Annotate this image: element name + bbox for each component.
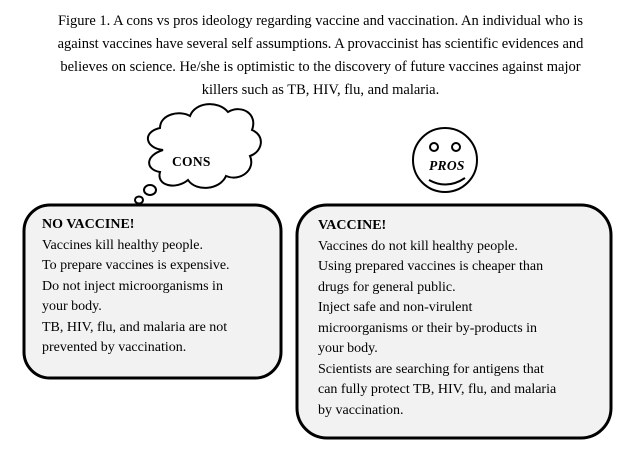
pros-line: Using prepared vaccines is cheaper than [318, 259, 544, 274]
cons-label: CONS [172, 154, 211, 169]
cons-line: Do not inject microorganisms in [42, 278, 223, 294]
pros-text [318, 216, 556, 421]
thought-bubbles [135, 185, 156, 204]
pros-label: PROS [429, 158, 465, 173]
thought-cloud [148, 104, 261, 188]
caption-line: against vaccines have several self assumptions. A provaccinist has scientific evidences and [57, 36, 584, 52]
cons-text [42, 215, 230, 359]
caption-line: believes on science. He/she is optimistic to the discovery of future vaccines against major [60, 59, 581, 75]
pros-line: can fully protect TB, HIV, flu, and malaria [318, 382, 557, 397]
pros-line: drugs for general public. [318, 279, 456, 295]
cons-line: To prepare vaccines is expensive. [42, 258, 230, 273]
cons-line: Vaccines kill healthy people. [42, 237, 203, 253]
pros-line: microorganisms or their by-products in [318, 320, 538, 336]
pros-heading: VACCINE! [318, 218, 387, 233]
cons-line: TB, HIV, flu, and malaria are not [42, 319, 228, 335]
caption-line: Figure 1. A cons vs pros ideology regarding vaccine and vaccination. An individual who is [57, 13, 584, 29]
pros-line: by vaccination. [318, 402, 404, 418]
pros-line: your body. [318, 341, 378, 356]
cons-line: your body. [42, 299, 102, 314]
caption-line: killers such as TB, HIV, flu, and malaria. [201, 82, 440, 98]
pros-line: Scientists are searching for antigens that [318, 361, 544, 377]
pros-line: Vaccines do not kill healthy people. [318, 238, 518, 254]
pros-line: Inject safe and non-virulent [318, 300, 473, 315]
cons-heading: NO VACCINE! [42, 217, 135, 232]
cons-line: prevented by vaccination. [42, 340, 187, 355]
